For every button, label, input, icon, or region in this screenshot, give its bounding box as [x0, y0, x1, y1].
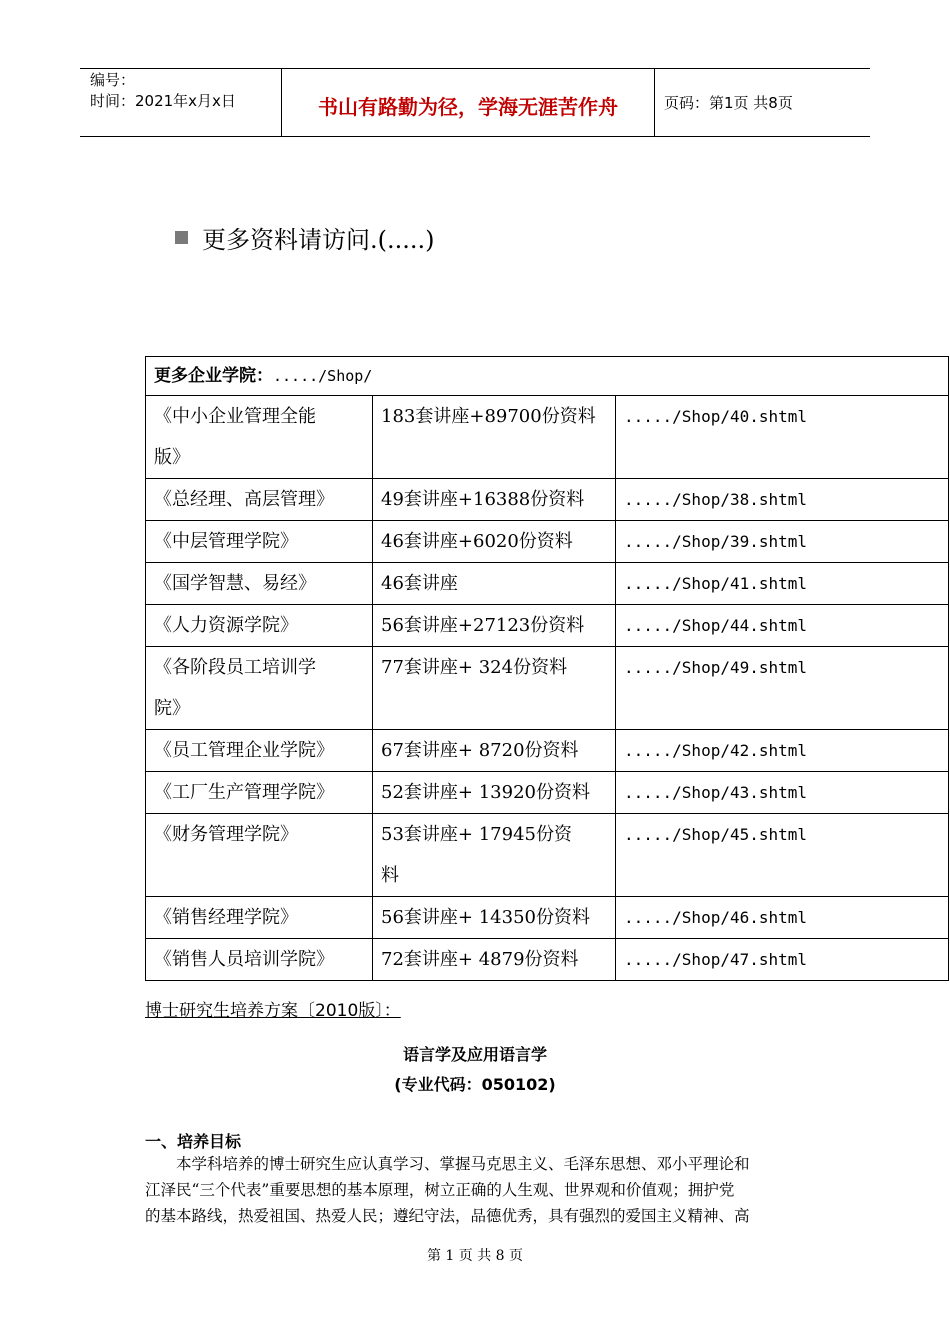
course-content: 46套讲座+6020份资料	[381, 531, 573, 552]
course-content-cell	[373, 563, 616, 605]
course-content: 67套讲座+ 8720份资料	[381, 740, 579, 761]
course-name: 《国学智慧、易经》	[154, 573, 316, 594]
paragraph-line: 本学科培养的博士研究生应认真学习、掌握马克思主义、毛泽东思想、邓小平理论和	[145, 1155, 750, 1173]
more-resources-link[interactable]: 更多资料请访问.(.....)	[202, 226, 435, 254]
table-row	[146, 605, 949, 647]
course-content-cell	[373, 814, 616, 897]
course-content-cont: 料	[381, 865, 399, 886]
course-content: 46套讲座	[381, 573, 458, 594]
course-name: 《各阶段员工培训学	[154, 657, 316, 678]
course-url-cell	[616, 814, 949, 897]
course-url-link[interactable]: ...../Shop/49.shtml	[624, 658, 808, 677]
course-content: 56套讲座+27123份资料	[381, 615, 585, 636]
course-url-link[interactable]: ...../Shop/39.shtml	[624, 532, 808, 551]
table-row	[146, 479, 949, 521]
shop-table	[145, 356, 949, 981]
course-name-cell	[146, 521, 373, 563]
course-content: 53套讲座+ 17945份资	[381, 824, 572, 845]
table-row	[146, 647, 949, 730]
header-time: 时间：2021年x月x日	[90, 92, 236, 110]
course-url-cell	[616, 479, 949, 521]
course-content-cell	[373, 647, 616, 730]
table-header-url[interactable]: ...../Shop/	[273, 367, 373, 385]
paragraph-line: 的基本路线，热爱祖国、热爱人民；遵纪守法，品德优秀，具有强烈的爱国主义精神、高	[145, 1207, 750, 1225]
course-content-cell	[373, 396, 616, 479]
paragraph-line: 江泽民“三个代表”重要思想的基本原理，树立正确的人生观、世界观和价值观；拥护党	[145, 1181, 735, 1199]
course-url-cell	[616, 605, 949, 647]
table-row	[146, 563, 949, 605]
course-url-cell	[616, 521, 949, 563]
course-name-cell	[146, 647, 373, 730]
table-row	[146, 814, 949, 897]
course-url-link[interactable]: ...../Shop/40.shtml	[624, 407, 808, 426]
square-bullet-icon	[175, 231, 188, 244]
course-url-link[interactable]: ...../Shop/42.shtml	[624, 741, 808, 760]
course-content: 56套讲座+ 14350份资料	[381, 907, 590, 928]
course-name: 《工厂生产管理学院》	[154, 782, 334, 803]
course-name: 《销售人员培训学院》	[154, 949, 334, 970]
course-name-cell	[146, 396, 373, 479]
page-footer: 第 1 页 共 8 页	[426, 1248, 524, 1264]
section-paragraph	[145, 1151, 805, 1229]
course-name-cell	[146, 772, 373, 814]
course-name-cell	[146, 939, 373, 981]
table-row	[146, 521, 949, 563]
course-url-link[interactable]: ...../Shop/47.shtml	[624, 950, 808, 969]
table-row	[146, 939, 949, 981]
document-title: 博士研究生培养方案〔2010版〕：	[145, 1001, 401, 1021]
section-heading: 一、培养目标	[145, 1132, 242, 1151]
course-url-link[interactable]: ...../Shop/45.shtml	[624, 825, 808, 844]
course-name-cell	[146, 479, 373, 521]
course-name-cell	[146, 897, 373, 939]
table-row	[146, 772, 949, 814]
course-url-link[interactable]: ...../Shop/44.shtml	[624, 616, 808, 635]
table-row	[146, 730, 949, 772]
course-name-cont: 版》	[154, 447, 190, 468]
course-content-cell	[373, 521, 616, 563]
course-content: 183套讲座+89700份资料	[381, 406, 596, 427]
table-row	[146, 897, 949, 939]
major-code: (专业代码：050102)	[394, 1075, 556, 1094]
course-content: 52套讲座+ 13920份资料	[381, 782, 590, 803]
course-name-cell	[146, 605, 373, 647]
header-divider-right	[654, 68, 655, 136]
course-url-cell	[616, 396, 949, 479]
course-url-cell	[616, 730, 949, 772]
header-number: 编号：	[90, 71, 136, 89]
header-top-rule	[80, 68, 870, 69]
course-url-cell	[616, 563, 949, 605]
course-name-cell	[146, 730, 373, 772]
course-url-cell	[616, 647, 949, 730]
course-content: 49套讲座+16388份资料	[381, 489, 585, 510]
course-content-cell	[373, 605, 616, 647]
course-name: 《财务管理学院》	[154, 824, 298, 845]
header-meta	[90, 70, 236, 112]
course-content-cell	[373, 939, 616, 981]
course-content-cell	[373, 772, 616, 814]
table-row	[146, 396, 949, 479]
major-name: 语言学及应用语言学	[402, 1045, 547, 1064]
table-header-row	[146, 357, 949, 396]
course-name-cell	[146, 563, 373, 605]
course-content-cell	[373, 897, 616, 939]
course-content-cell	[373, 730, 616, 772]
header-page-number: 页码：第1页 共8页	[664, 94, 793, 112]
course-name: 《总经理、高层管理》	[154, 489, 334, 510]
course-name: 《中层管理学院》	[154, 531, 298, 552]
course-content: 77套讲座+ 324份资料	[381, 657, 568, 678]
course-content-cell	[373, 479, 616, 521]
course-name: 《中小企业管理全能	[154, 406, 316, 427]
header-bottom-rule	[80, 136, 870, 137]
table-header-cell	[146, 357, 949, 396]
more-resources-line	[175, 220, 435, 255]
header-motto: 书山有路勤为径，学海无涯苦作舟	[318, 95, 618, 119]
course-url-cell	[616, 897, 949, 939]
course-name: 《销售经理学院》	[154, 907, 298, 928]
course-url-link[interactable]: ...../Shop/41.shtml	[624, 574, 808, 593]
course-name-cell	[146, 814, 373, 897]
course-url-link[interactable]: ...../Shop/38.shtml	[624, 490, 808, 509]
course-name-cont: 院》	[154, 698, 190, 719]
course-url-link[interactable]: ...../Shop/46.shtml	[624, 908, 808, 927]
course-url-link[interactable]: ...../Shop/43.shtml	[624, 783, 808, 802]
course-url-cell	[616, 772, 949, 814]
course-name: 《人力资源学院》	[154, 615, 298, 636]
table-header-label: 更多企业学院：	[154, 366, 273, 386]
course-name: 《员工管理企业学院》	[154, 740, 334, 761]
course-content: 72套讲座+ 4879份资料	[381, 949, 579, 970]
course-url-cell	[616, 939, 949, 981]
